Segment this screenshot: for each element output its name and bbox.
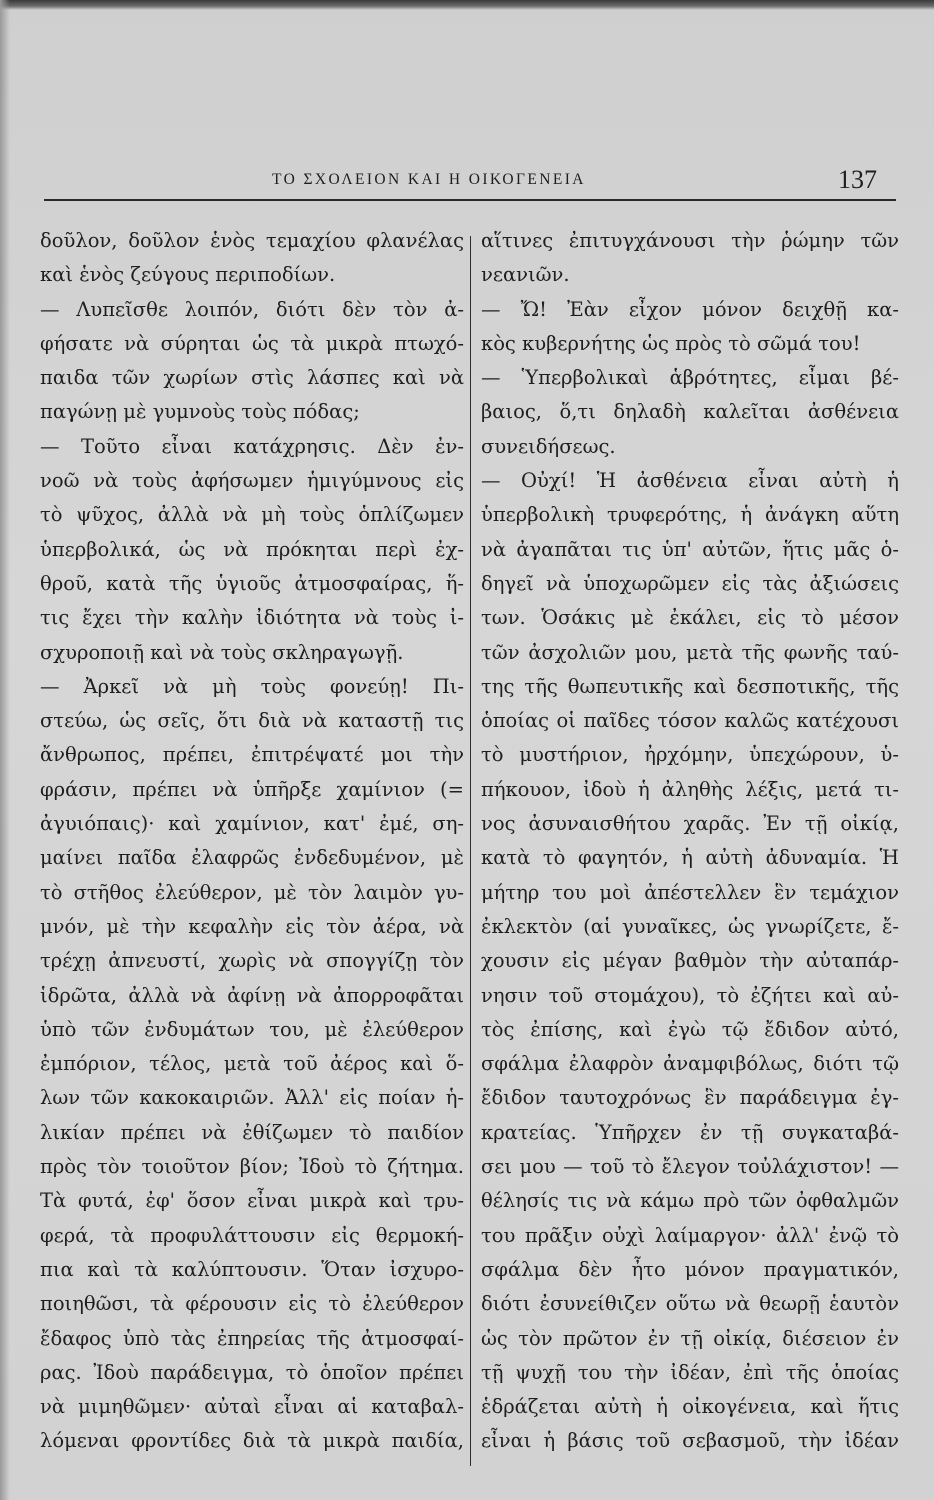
text-line: Τὰ φυτά, ἐφ' ὅσον εἶναι μικρὰ καὶ τρυ- <box>40 1189 464 1213</box>
text-line: χουσιν εἰς μέγαν βαθμὸν τὴν αὐταπάρ- <box>481 949 899 973</box>
text-line: φερά, τὰ προφυλάττουσιν εἰς θερμοκή- <box>40 1223 464 1247</box>
text-line: του πρᾶξιν οὐχὶ λαίμαργον· ἀλλ' ἐνῷ τὸ <box>481 1223 899 1247</box>
text-line: συνειδήσεως. <box>481 434 616 458</box>
text-line: παγώνῃ μὲ γυμνοὺς τοὺς πόδας; <box>40 400 360 424</box>
text-line: παιδα τῶν χωρίων στὶς λάσπες καὶ νὰ <box>40 366 464 390</box>
text-line: νοῶ νὰ τοὺς ἀφήσωμεν ἡμιγύμνους εἰς <box>40 469 464 493</box>
text-line: μήτηρ του μοὶ ἀπέστελλεν ἓν τεμάχιον <box>481 880 899 904</box>
text-line: ἐκλεκτὸν (αἱ γυναῖκες, ὡς γνωρίζετε, ἔ- <box>481 914 899 938</box>
text-line: τὸ ψῦχος, ἀλλὰ νὰ μὴ τοὺς ὁπλίζωμεν <box>40 503 464 527</box>
text-line: σει μου — τοῦ τὸ ἔλεγον τοὐλάχιστον! — <box>481 1155 899 1179</box>
text-line: νος ἀσυναισθήτου χαρᾶς. Ἐν τῇ οἰκίᾳ, <box>481 812 899 836</box>
text-line: — Ἀρκεῖ νὰ μὴ τοὺς φονεύῃ! Πι- <box>40 674 464 698</box>
text-line: τὸ στῆθος ἐλεύθερον, μὲ τὸν λαιμὸν γυ- <box>40 880 464 904</box>
text-line: σφάλμα δὲν ἦτο μόνον πραγματικόν, <box>481 1257 899 1281</box>
text-line: κρατείας. Ὑπῆρχεν ἐν τῇ συγκαταβά- <box>481 1120 899 1144</box>
text-line: ὁποίας οἱ παῖδες τόσον καλῶς κατέχουσι <box>481 709 899 733</box>
text-line: ρας. Ἰδοὺ παράδειγμα, τὸ ὁποῖον πρέπει <box>40 1360 464 1384</box>
text-line: σφάλμα ἐλαφρὸν ἀναμφιβόλως, διότι τῷ <box>481 1052 899 1076</box>
running-title: ΤΟ ΣΧΟΛΕΙΟΝ ΚΑΙ Η ΟΙΚΟΓΕΝΕΙΑ <box>272 171 586 188</box>
text-line: θροῦ, κατὰ τῆς ὑγιοῦς ἀτμοσφαίρας, ἥ- <box>40 571 464 595</box>
text-line: ὡς τὸν πρῶτον ἐν τῇ οἰκίᾳ, διέσειον ἐν <box>481 1326 899 1350</box>
text-line: — Ὑπερβολικαὶ ἁβρότητες, εἶμαι βέ- <box>481 366 899 390</box>
right-column <box>481 224 899 1459</box>
page-top-shadow <box>0 0 934 10</box>
text-line: — Τοῦτο εἶναι κατάχρησις. Δὲν ἐν- <box>40 434 464 458</box>
text-line: φράσιν, πρέπει νὰ ὑπῆρξε χαμίνιον (= <box>40 777 464 801</box>
text-line: λων τῶν κακοκαιριῶν. Ἀλλ' εἰς ποίαν ἡ- <box>40 1086 464 1110</box>
text-line: ἱδρῶτα, ἀλλὰ νὰ ἀφίνῃ νὰ ἀπορροφᾶται <box>40 983 464 1007</box>
text-line: τῶν ἀσχολιῶν μου, μετὰ τῆς φωνῆς ταύ- <box>481 640 899 664</box>
text-line: ὑπερβολικὴ τρυφερότης, ἡ ἀνάγκη αὕτη <box>481 503 899 527</box>
text-line: των. Ὁσάκις μὲ ἐκάλει, εἰς τὸ μέσον <box>481 606 899 630</box>
running-head <box>0 165 934 195</box>
text-line: σχυροποιῇ καὶ νὰ τοὺς σκληραγωγῇ. <box>40 640 404 664</box>
text-line: τῇ ψυχῇ του τὴν ἰδέαν, ἐπὶ τῆς ὁποίας <box>481 1360 899 1384</box>
text-line: ἐμπόριον, τέλος, μετὰ τοῦ ἀέρος καὶ ὅ- <box>40 1052 464 1076</box>
column-divider <box>470 236 471 1466</box>
text-line: νησιν τοῦ στομάχου), τὸ ἐζήτει καὶ αὐ- <box>481 983 899 1007</box>
text-line: μαίνει παῖδα ἐλαφρῶς ἐνδεδυμένον, μὲ <box>40 846 464 870</box>
text-line: πια καὶ τὰ καλύπτουσιν. Ὅταν ἰσχυρο- <box>40 1257 464 1281</box>
text-line: ὑπερβολικά, ὡς νὰ πρόκηται περὶ ἐχ- <box>40 537 464 561</box>
text-line: ἀγυιόπαις)· καὶ χαμίνιον, κατ' ἐμέ, ση- <box>40 812 464 836</box>
text-line: ὑπὸ τῶν ἐνδυμάτων του, μὲ ἐλεύθερον <box>40 1017 464 1041</box>
text-line: φήσατε νὰ σύρηται ὡς τὰ μικρὰ πτωχό- <box>40 331 464 355</box>
text-line: λόμεναι φροντίδες διὰ τὰ μικρὰ παιδία, <box>40 1429 464 1453</box>
text-line: τὸ μυστήριον, ἠρχόμην, ὑπεχώρουν, ὑ- <box>481 743 899 767</box>
text-line: ἔδαφος ὑπὸ τὰς ἐπηρείας τῆς ἀτμοσφαί- <box>40 1326 464 1350</box>
page-left-shadow <box>0 0 10 1500</box>
text-line: αἵτινες ἐπιτυγχάνουσι τὴν ῥώμην τῶν <box>481 229 899 252</box>
text-line: κατὰ τὸ φαγητόν, ἡ αὐτὴ ἀδυναμία. Ἡ <box>481 846 899 870</box>
text-line: μνόν, μὲ τὴν κεφαλὴν εἰς τὸν ἀέρα, νὰ <box>40 914 464 938</box>
text-line: θέλησίς τις νὰ κάμω πρὸ τῶν ὀφθαλμῶν <box>481 1189 899 1213</box>
text-line: τρέχῃ ἀπνευστί, χωρὶς νὰ σπογγίζῃ τὸν <box>40 949 464 973</box>
text-line: διότι ἐσυνείθιζεν οὕτω νὰ θεωρῇ ἑαυτὸν <box>481 1292 899 1316</box>
text-line: νὰ μιμηθῶμεν· αὐταὶ εἶναι αἱ καταβαλ- <box>40 1395 464 1419</box>
text-line: δοῦλον, δοῦλον ἑνὸς τεμαχίου φλανέλας <box>40 229 464 252</box>
text-line: δηγεῖ νὰ ὑποχωρῶμεν εἰς τὰς ἀξιώσεις <box>481 571 899 595</box>
text-line: — Οὐχί! Ἡ ἀσθένεια εἶναι αὐτὴ ἡ <box>481 469 899 493</box>
text-line: νὰ ἀγαπᾶται τις ὑπ' αὐτῶν, ἥτις μᾶς ὁ- <box>481 537 899 561</box>
text-line: — Λυπεῖσθε λοιπόν, διότι δὲν τὸν ἀ- <box>40 297 464 321</box>
text-line: ἑδράζεται αὐτὴ ἡ οἰκογένεια, καὶ ἥτις <box>481 1395 899 1419</box>
text-line: ἄνθρωπος, πρέπει, ἐπιτρέψατέ μοι τὴν <box>40 743 464 767</box>
text-line: καὶ ἑνὸς ζεύγους περιποδίων. <box>40 263 336 287</box>
text-line: νεανιῶν. <box>481 263 570 287</box>
text-line: λικίαν πρέπει νὰ ἐθίζωμεν τὸ παιδίον <box>40 1120 464 1144</box>
text-line: πρὸς τὸν τοιοῦτον βίον; Ἰδοὺ τὸ ζήτημα. <box>40 1155 464 1179</box>
text-line: βαιος, ὅ,τι δηλαδὴ καλεῖται ἀσθένεια <box>481 400 899 424</box>
header-rule <box>44 199 896 201</box>
left-column <box>40 224 464 1459</box>
text-line: εἶναι ἡ βάσις τοῦ σεβασμοῦ, τὴν ἰδέαν <box>481 1429 899 1453</box>
text-line: στεύω, ὡς σεῖς, ὅτι διὰ νὰ καταστῇ τις <box>40 709 464 733</box>
text-line: — Ὤ! Ἐὰν εἶχον μόνον δειχθῇ κα- <box>481 297 899 321</box>
text-line: κὸς κυβερνήτης ὡς πρὸς τὸ σῶμά του! <box>481 331 861 355</box>
text-line: ἔδιδον ταυτοχρόνως ἓν παράδειγμα ἐγ- <box>481 1086 899 1110</box>
text-line: της τῆς θωπευτικῆς καὶ δεσποτικῆς, τῆς <box>481 674 899 698</box>
text-line: πήκουον, ἰδοὺ ἡ ἀληθὴς λέξις, μετά τι- <box>481 777 899 801</box>
page-number: 137 <box>838 165 877 194</box>
text-line: ποιηθῶσι, τὰ φέρουσιν εἰς τὸ ἐλεύθερον <box>40 1292 464 1316</box>
text-line: τὸς ἐπίσης, καὶ ἐγὼ τῷ ἔδιδον αὐτό, <box>481 1017 899 1041</box>
text-line: τις ἔχει τὴν καλὴν ἰδιότητα νὰ τοὺς ἰ- <box>40 606 464 630</box>
